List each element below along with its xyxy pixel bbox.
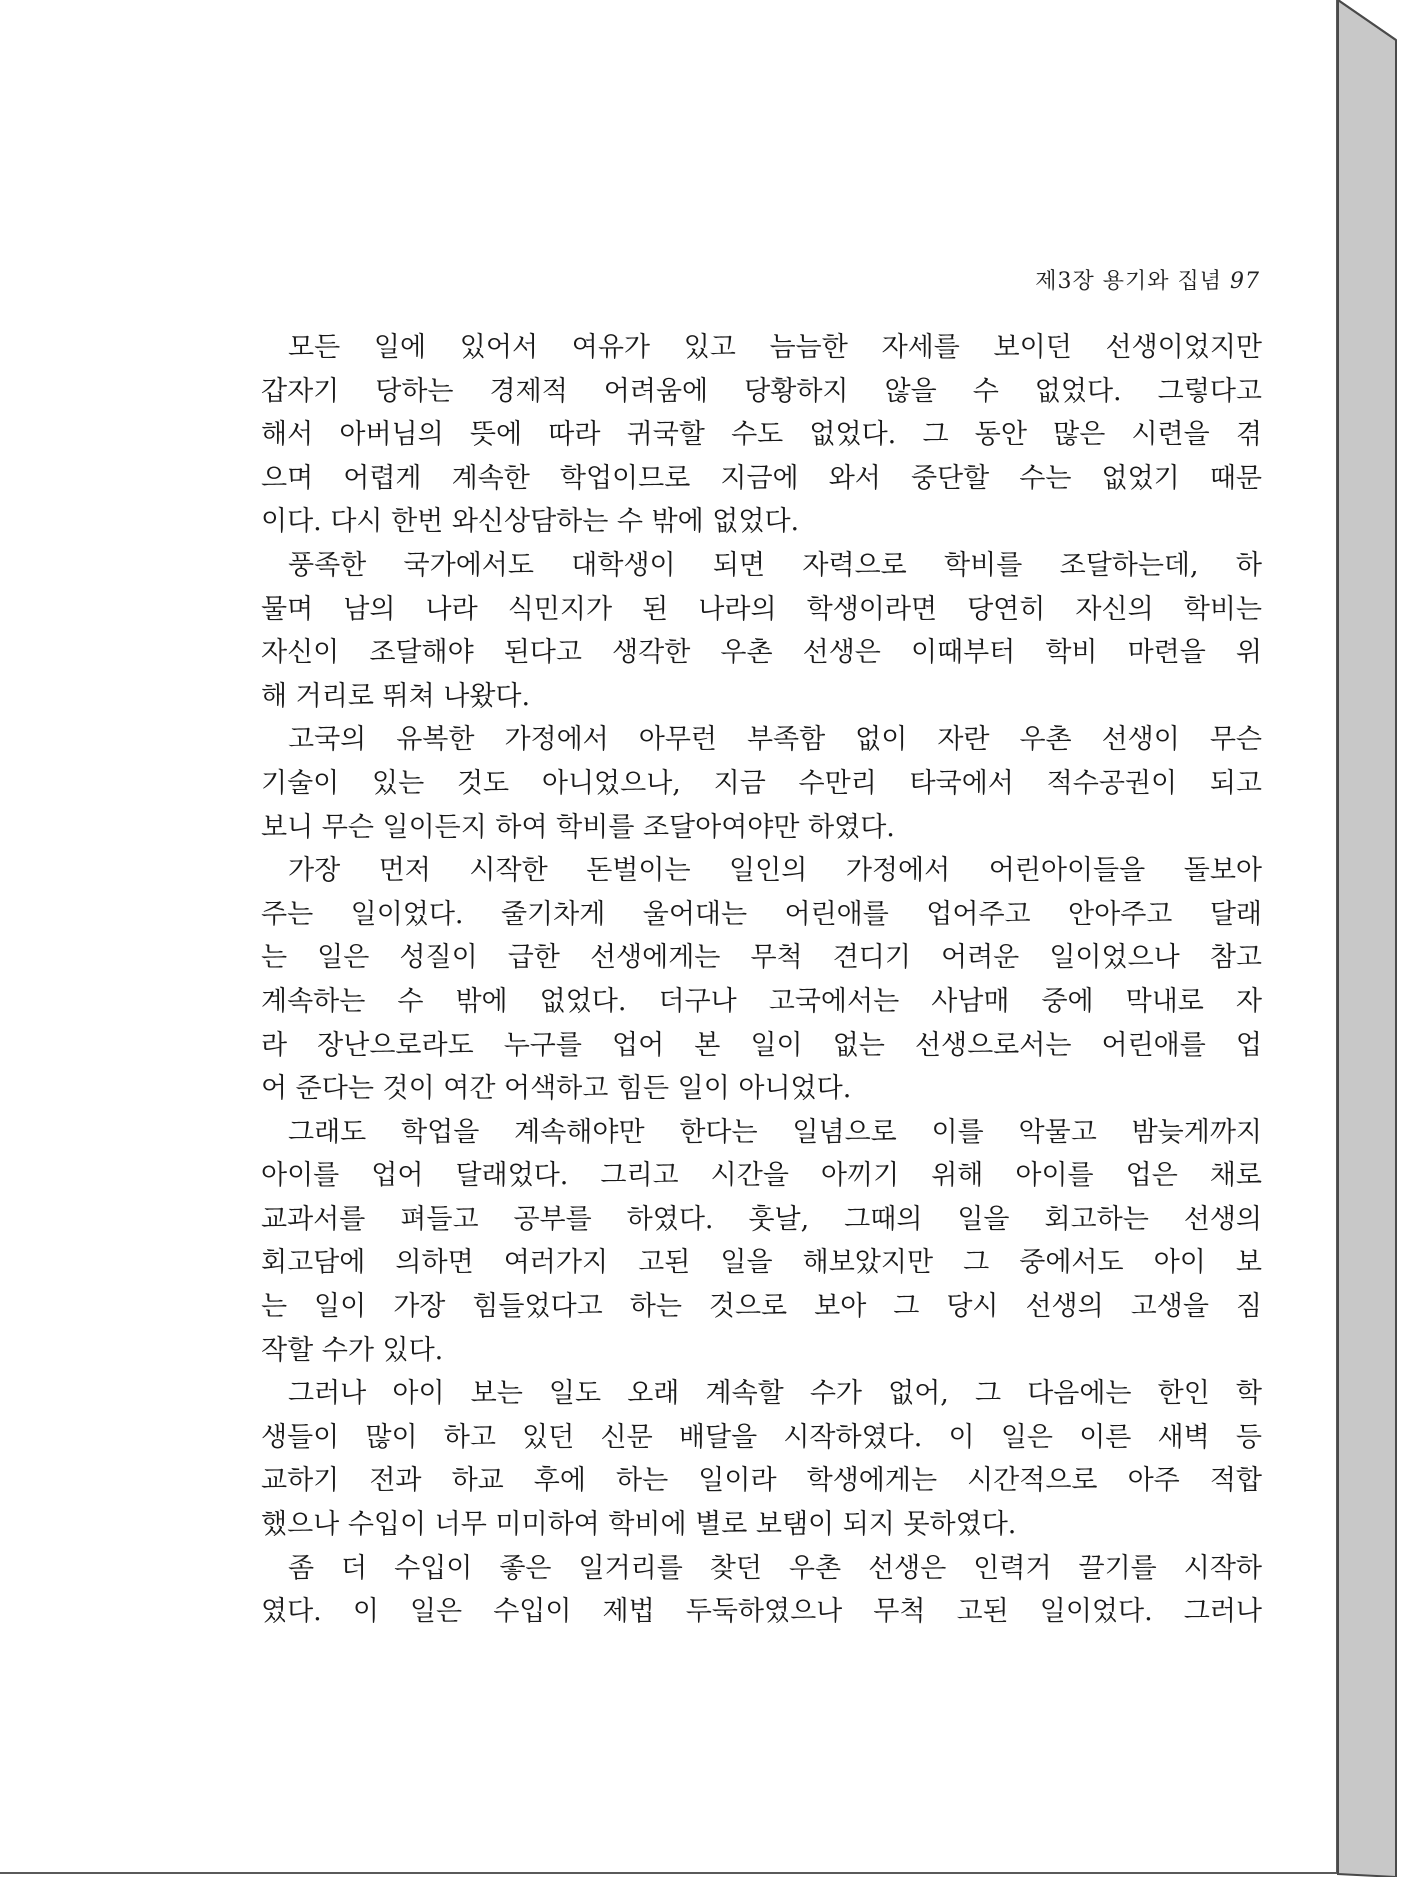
page-number: 97 [1230,269,1260,294]
paragraph [234,326,1262,544]
body-text [234,326,1262,1634]
text-line: 모든 일에 있어서 여유가 있고 늠늠한 자세를 보이던 선생이었지만 [288,332,1262,363]
text-line: 는 일은 성질이 급한 선생에게는 무척 견디기 어려운 일이었으나 참고 [261,942,1262,974]
text-line: 가장 먼저 시작한 돈벌이는 일인의 가정에서 어린아이들을 돌보아 [288,855,1262,887]
paragraph [234,1111,1262,1373]
text-line: 자신이 조달해야 된다고 생각한 우촌 선생은 이때부터 학비 마련을 위 [261,637,1262,669]
text-line: 주는 일이었다. 줄기차게 울어대는 어린애를 업어주고 안아주고 달래 [261,898,1262,930]
text-line: 회고담에 의하면 여러가지 고된 일을 해보았지만 그 중에서도 아이 보 [261,1247,1262,1279]
text-line: 그러나 아이 보는 일도 오래 계속할 수가 없어, 그 다음에는 한인 학 [288,1378,1262,1410]
text-line: 보니 무슨 일이든지 하여 학비를 조달아여야만 하였다. [261,811,895,843]
paragraph [234,1547,1262,1634]
text-line: 풍족한 국가에서도 대학생이 되면 자력으로 학비를 조달하는데, 하 [288,549,1262,581]
text-line: 고국의 유복한 가정에서 아무런 부족함 없이 자란 우촌 선생이 무슨 [288,724,1262,756]
text-line: 물며 남의 나라 식민지가 된 나라의 학생이라면 당연히 자신의 학비는 [261,593,1262,625]
text-line: 계속하는 수 밖에 없었다. 더구나 고국에서는 사남매 중에 막내로 자 [261,985,1262,1017]
paragraph [234,544,1262,718]
text-line: 했으나 수입이 너무 미미하여 학비에 별로 보탬이 되지 못하였다. [261,1509,1017,1541]
text-line: 아이를 업어 달래었다. 그리고 시간을 아끼기 위해 아이를 업은 채로 [261,1160,1262,1192]
paragraph [234,849,1262,1111]
text-line: 교과서를 펴들고 공부를 하였다. 훗날, 그때의 일을 회고하는 선생의 [261,1203,1262,1235]
running-header [990,264,1260,295]
paragraph [234,718,1262,849]
text-line: 이다. 다시 한번 와신상담하는 수 밖에 없었다. [261,506,800,538]
text-line: 갑자기 당하는 경제적 어려움에 당황하지 않을 수 없었다. 그렇다고 [261,375,1262,407]
text-line: 교하기 전과 하교 후에 하는 일이라 학생에게는 시간적으로 아주 적합 [261,1465,1262,1497]
text-line: 해 거리로 뛰쳐 나왔다. [261,680,531,712]
text-line: 작할 수가 있다. [261,1334,444,1366]
text-line: 좀 더 수입이 좋은 일거리를 찾던 우촌 선생은 인력거 끌기를 시작하 [288,1552,1262,1584]
chapter-title: 제3장 용기와 집념 [1035,269,1222,294]
text-line: 으며 어렵게 계속한 학업이므로 지금에 와서 중단할 수는 없었기 때문 [261,462,1262,494]
text-line: 어 준다는 것이 여간 어색하고 힘든 일이 아니었다. [261,1073,852,1105]
text-line: 는 일이 가장 힘들었다고 하는 것으로 보아 그 당시 선생의 고생을 짐 [261,1291,1262,1323]
text-line: 라 장난으로라도 누구를 업어 본 일이 없는 선생으로서는 어린애를 업 [261,1029,1262,1061]
text-line: 였다. 이 일은 수입이 제법 두둑하였으나 무척 고된 일이었다. 그러나 [261,1596,1262,1628]
text-line: 생들이 많이 하고 있던 신문 배달을 시작하였다. 이 일은 이른 새벽 등 [261,1421,1262,1453]
text-line: 그래도 학업을 계속해야만 한다는 일념으로 이를 악물고 밤늦게까지 [288,1116,1262,1148]
paragraph [234,1372,1262,1546]
text-line: 해서 아버님의 뜻에 따라 귀국할 수도 없었다. 그 동안 많은 시련을 겪 [261,419,1262,451]
text-line: 기술이 있는 것도 아니었으나, 지금 수만리 타국에서 적수공권이 되고 [261,767,1262,799]
